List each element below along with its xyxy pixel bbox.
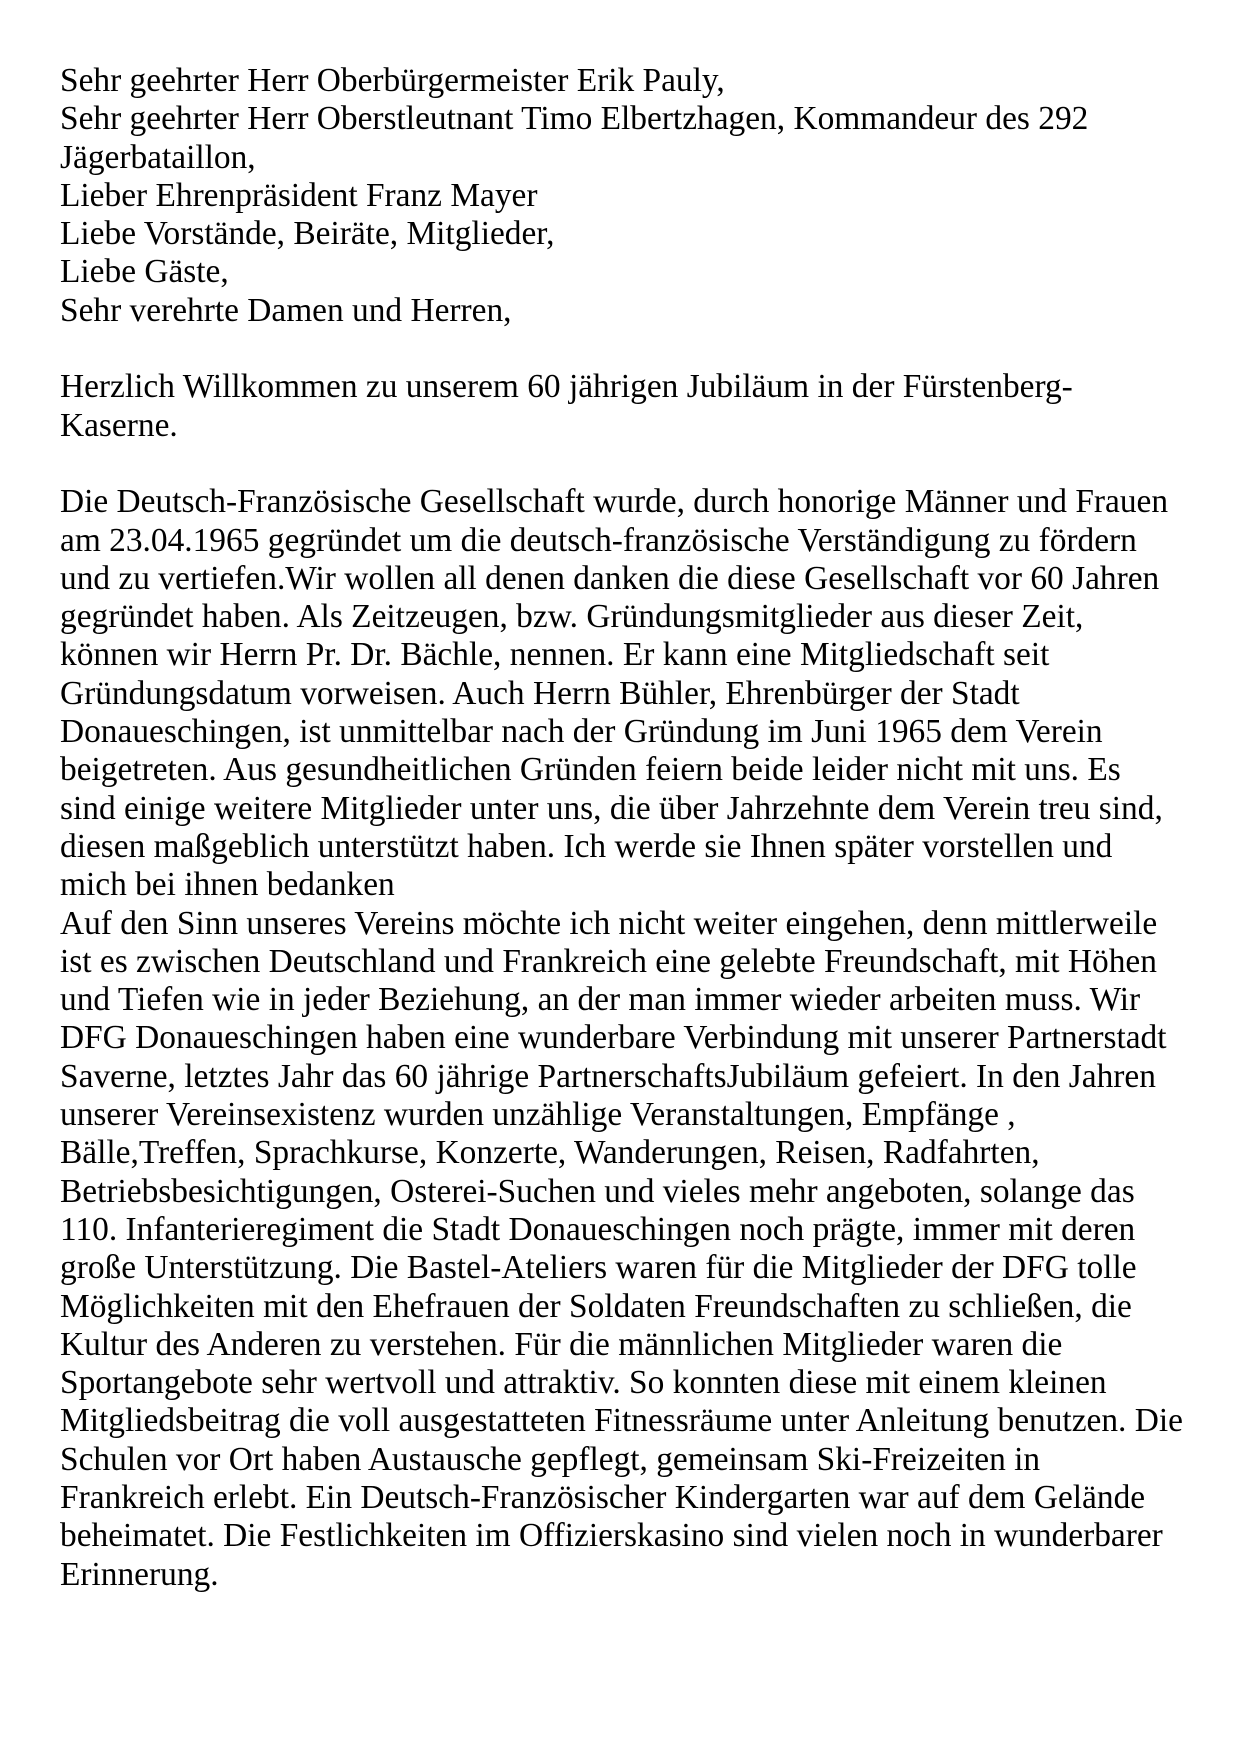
text-line: Schulen vor Ort haben Austausche gepflegt, gemeinsam Ski-Freizeiten in xyxy=(60,1440,1041,1478)
text-line: Sehr verehrte Damen und Herren, xyxy=(60,291,512,329)
text-line: können wir Herrn Pr. Dr. Bächle, nennen. Er kann eine Mitgliedschaft seit xyxy=(60,636,1050,674)
text-line: unserer Vereinsexistenz wurden unzählige Veranstaltungen, Empfänge , xyxy=(60,1096,1016,1134)
text-line: Die Deutsch-Französische Gesellschaft wurde, durch honorige Männer und Frauen xyxy=(60,483,1169,521)
text-line: sind einige weitere Mitglieder unter uns, die über Jahrzehnte dem Verein treu sind, xyxy=(60,789,1163,827)
paragraph-salutation xyxy=(60,62,1209,330)
text-line: Auf den Sinn unseres Vereins möchte ich nicht weiter eingehen, denn mittlerweile xyxy=(60,904,1158,942)
text-line: Sehr geehrter Herr Oberstleutnant Timo Elbertzhagen, Kommandeur des 292 xyxy=(60,100,1089,138)
text-line: und zu vertiefen.Wir wollen all denen danken die diese Gesellschaft vor 60 Jahren xyxy=(60,559,1160,597)
text-line: Frankreich erlebt. Ein Deutsch-Französischer Kindergarten war auf dem Gelände xyxy=(60,1478,1146,1516)
text-line: Sehr geehrter Herr Oberbürgermeister Erik Pauly, xyxy=(60,62,725,99)
text-line: Sportangebote sehr wertvoll und attraktiv. So konnten diese mit einem kleinen xyxy=(60,1364,1107,1402)
text-line: und Tiefen wie in jeder Beziehung, an der man immer wieder arbeiten muss. Wir xyxy=(60,981,1141,1019)
text-line: Kultur des Anderen zu verstehen. Für die männlichen Mitglieder waren die xyxy=(60,1325,1063,1363)
text-line: Gründungsdatum vorweisen. Auch Herrn Bühler, Ehrenbürger der Stadt xyxy=(60,674,1020,712)
text-line: Liebe Vorstände, Beiräte, Mitglieder, xyxy=(60,215,555,253)
text-line: große Unterstützung. Die Bastel-Ateliers waren für die Mitglieder der DFG tolle xyxy=(60,1249,1137,1287)
text-line: Bälle,Treffen, Sprachkurse, Konzerte, Wanderungen, Reisen, Radfahrten, xyxy=(60,1134,1040,1172)
text-line: beigetreten. Aus gesundheitlichen Gründen feiern beide leider nicht mit uns. Es xyxy=(60,751,1121,789)
text-line: Liebe Gäste, xyxy=(60,253,229,291)
text-line: beheimatet. Die Festlichkeiten im Offizierskasino sind vielen noch in wunderbarer xyxy=(60,1517,1163,1555)
text-line: DFG Donaueschingen haben eine wunderbare Verbindung mit unserer Partnerstadt xyxy=(60,1019,1167,1057)
text-line: mich bei ihnen bedanken xyxy=(60,866,395,904)
text-line: gegründet haben. Als Zeitzeugen, bzw. Gründungsmitglieder aus dieser Zeit, xyxy=(60,598,1084,636)
text-line: Herzlich Willkommen zu unserem 60 jährigen Jubiläum in der Fürstenberg- xyxy=(60,368,1073,406)
paragraph-history xyxy=(60,483,1209,1594)
text-line: Kaserne. xyxy=(60,406,178,444)
text-line: Erinnerung. xyxy=(60,1555,219,1593)
text-line: Saverne, letztes Jahr das 60 jährige PartnerschaftsJubiläum gefeiert. In den Jahren xyxy=(60,1057,1156,1095)
text-line: diesen maßgeblich unterstützt haben. Ich werde sie Ihnen später vorstellen und xyxy=(60,827,1113,865)
text-line: 110. Infanterieregiment die Stadt Donaueschingen noch prägte, immer mit deren xyxy=(60,1210,1136,1248)
text-line: Jägerbataillon, xyxy=(60,138,256,176)
text-line: am 23.04.1965 gegründet um die deutsch-französische Verständigung zu fördern xyxy=(60,521,1137,559)
text-line: Lieber Ehrenpräsident Franz Mayer xyxy=(60,176,538,214)
text-line: Betriebsbesichtigungen, Osterei-Suchen und vieles mehr angeboten, solange das xyxy=(60,1172,1135,1210)
text-line: Mitgliedsbeitrag die voll ausgestatteten Fitnessräume unter Anleitung benutzen. Die xyxy=(60,1402,1183,1440)
paragraph-welcome xyxy=(60,368,1209,445)
document-text xyxy=(60,62,1209,1594)
text-line: Möglichkeiten mit den Ehefrauen der Soldaten Freundschaften zu schließen, die xyxy=(60,1287,1132,1325)
text-line: Donaueschingen, ist unmittelbar nach der Gründung im Juni 1965 dem Verein xyxy=(60,713,1103,751)
text-line: ist es zwischen Deutschland und Frankreich eine gelebte Freundschaft, mit Höhen xyxy=(60,942,1157,980)
